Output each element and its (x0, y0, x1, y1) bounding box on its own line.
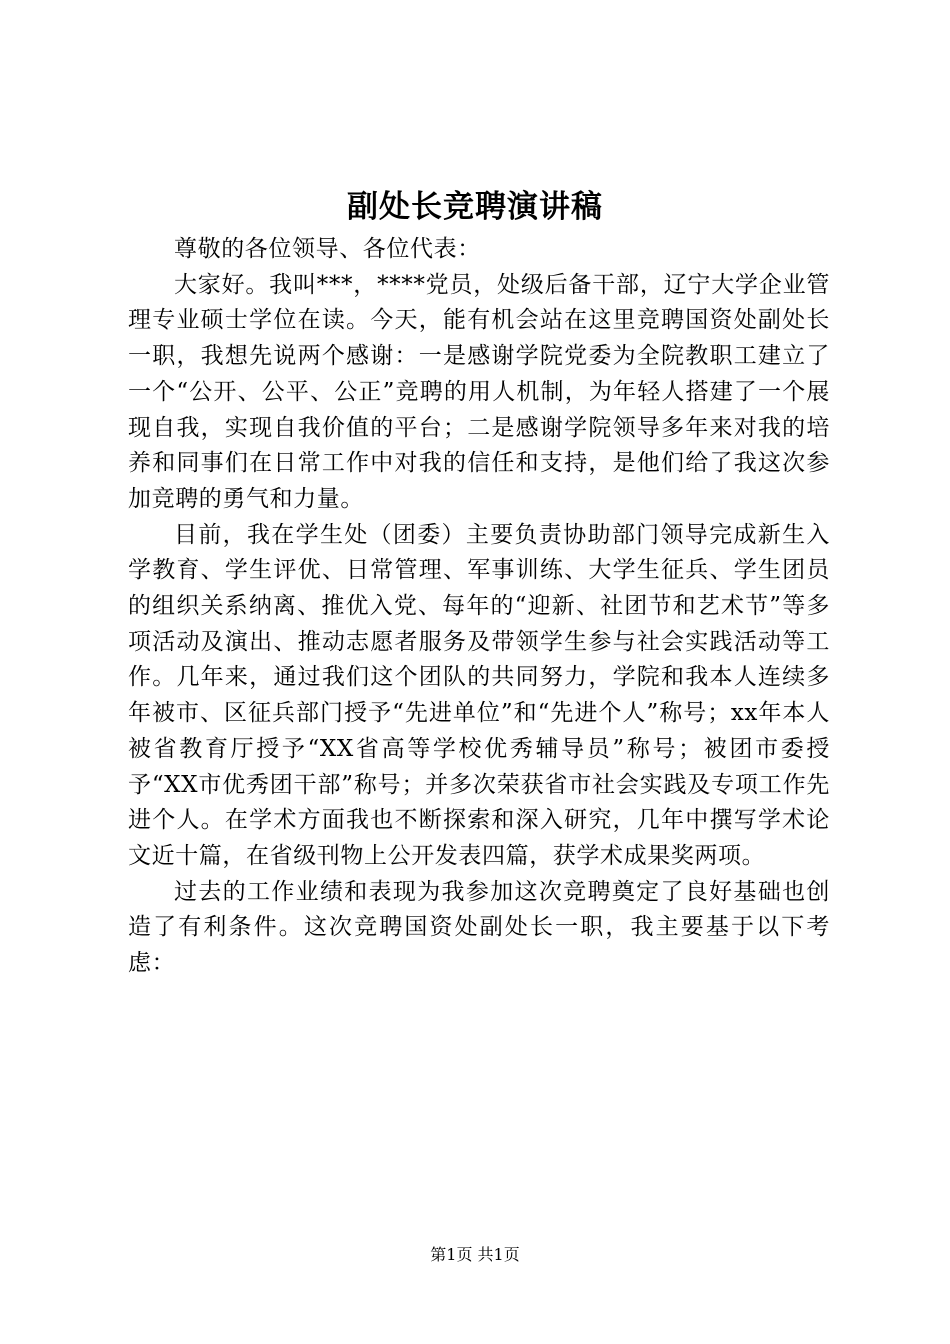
page-footer: 第1页 共1页 (430, 1245, 520, 1264)
salutation-paragraph: 尊敬的各位领导、各位代表： (174, 236, 481, 262)
document-title: 副处长竞聘演讲稿 (347, 189, 603, 225)
document-body (128, 232, 830, 982)
considerations-paragraph: 过去的工作业绩和表现为我参加这次竞聘奠定了良好基础也创造了有利条件。这次竞聘国资处副处长一职，我主要基于以下考虑： (128, 878, 830, 977)
experience-paragraph: 目前，我在学生处（团委）主要负责协助部门领导完成新生入学教育、学生评优、日常管理、军事训练、大学生征兵、学生团员的组织关系纳离、推优入党、每年的“迎新、社团节和艺术节”等多项活动及演出、推动志愿者服务及带领学生参与社会实践活动等工作。几年来，通过我们这个团队的共同努力，学院和我本人连续多年被市、区征兵部门授予“先进单位”和“先进个人”称号；xx年本人被省教育厅授予“XX省高等学校优秀辅导员”称号；被团市委授予“XX市优秀团干部”称号；并多次荣获省市社会实践及专项工作先进个人。在学术方面我也不断探索和深入研究，几年中撰写学术论文近十篇，在省级刊物上公开发表四篇，获学术成果奖两项。 (128, 521, 830, 869)
intro-paragraph: 大家好。我叫***，****党员，处级后备干部，辽宁大学企业管理专业硕士学位在读。今天，能有机会站在这里竞聘国资处副处长一职，我想先说两个感谢：一是感谢学院党委为全院教职工建立了一个“公开、公平、公正”竞聘的用人机制，为年轻人搭建了一个展现自我，实现自我价值的平台；二是感谢学院领导多年来对我的培养和同事们在日常工作中对我的信任和支持，是他们给了我这次参加竞聘的勇气和力量。 (128, 271, 830, 512)
